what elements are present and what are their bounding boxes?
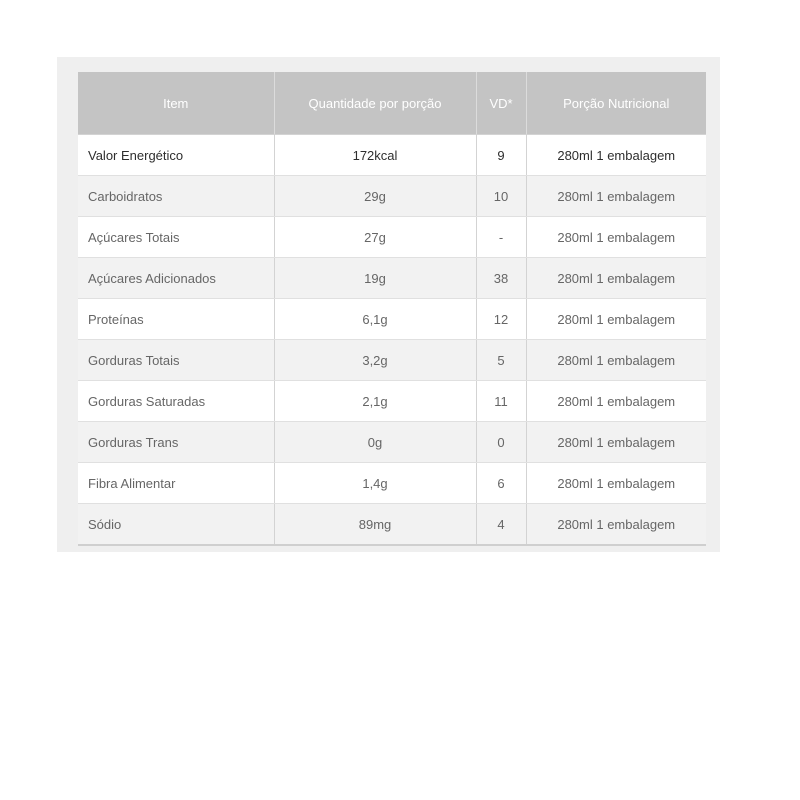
- item-cell: Proteínas: [78, 299, 274, 340]
- item-cell: Açúcares Adicionados: [78, 258, 274, 299]
- header-row: [78, 72, 706, 135]
- daily-value-cell: -: [476, 217, 526, 258]
- daily-value-cell: 11: [476, 381, 526, 422]
- header-quantity: Quantidade por porção: [274, 72, 476, 135]
- daily-value-cell: 12: [476, 299, 526, 340]
- table-row: [78, 504, 706, 546]
- table-row: [78, 381, 706, 422]
- quantity-cell: 0g: [274, 422, 476, 463]
- serving-cell: 280ml 1 embalagem: [526, 463, 706, 504]
- item-cell: Açúcares Totais: [78, 217, 274, 258]
- daily-value-cell: 38: [476, 258, 526, 299]
- daily-value-cell: 0: [476, 422, 526, 463]
- serving-cell: 280ml 1 embalagem: [526, 176, 706, 217]
- nutrition-panel: [57, 57, 720, 552]
- table-row: [78, 258, 706, 299]
- serving-cell: 280ml 1 embalagem: [526, 258, 706, 299]
- daily-value-cell: 9: [476, 135, 526, 176]
- table-body: [78, 135, 706, 546]
- table-row: [78, 176, 706, 217]
- quantity-cell: 1,4g: [274, 463, 476, 504]
- quantity-cell: 172kcal: [274, 135, 476, 176]
- header-daily-value: VD*: [476, 72, 526, 135]
- daily-value-cell: 10: [476, 176, 526, 217]
- item-cell: Gorduras Totais: [78, 340, 274, 381]
- table-header: [78, 72, 706, 135]
- item-cell: Gorduras Trans: [78, 422, 274, 463]
- item-cell: Gorduras Saturadas: [78, 381, 274, 422]
- item-cell: Sódio: [78, 504, 274, 546]
- item-cell: Valor Energético: [78, 135, 274, 176]
- item-cell: Fibra Alimentar: [78, 463, 274, 504]
- serving-cell: 280ml 1 embalagem: [526, 299, 706, 340]
- serving-cell: 280ml 1 embalagem: [526, 135, 706, 176]
- daily-value-cell: 6: [476, 463, 526, 504]
- table-row: [78, 422, 706, 463]
- table-row: [78, 299, 706, 340]
- serving-cell: 280ml 1 embalagem: [526, 504, 706, 546]
- quantity-cell: 3,2g: [274, 340, 476, 381]
- serving-cell: 280ml 1 embalagem: [526, 340, 706, 381]
- header-serving: Porção Nutricional: [526, 72, 706, 135]
- quantity-cell: 6,1g: [274, 299, 476, 340]
- daily-value-cell: 4: [476, 504, 526, 546]
- table-row: [78, 340, 706, 381]
- nutrition-table: [78, 72, 706, 546]
- quantity-cell: 19g: [274, 258, 476, 299]
- header-item: Item: [78, 72, 274, 135]
- serving-cell: 280ml 1 embalagem: [526, 381, 706, 422]
- daily-value-cell: 5: [476, 340, 526, 381]
- table-row: [78, 135, 706, 176]
- table-row: [78, 463, 706, 504]
- quantity-cell: 2,1g: [274, 381, 476, 422]
- item-cell: Carboidratos: [78, 176, 274, 217]
- serving-cell: 280ml 1 embalagem: [526, 422, 706, 463]
- quantity-cell: 27g: [274, 217, 476, 258]
- table-row: [78, 217, 706, 258]
- quantity-cell: 29g: [274, 176, 476, 217]
- quantity-cell: 89mg: [274, 504, 476, 546]
- serving-cell: 280ml 1 embalagem: [526, 217, 706, 258]
